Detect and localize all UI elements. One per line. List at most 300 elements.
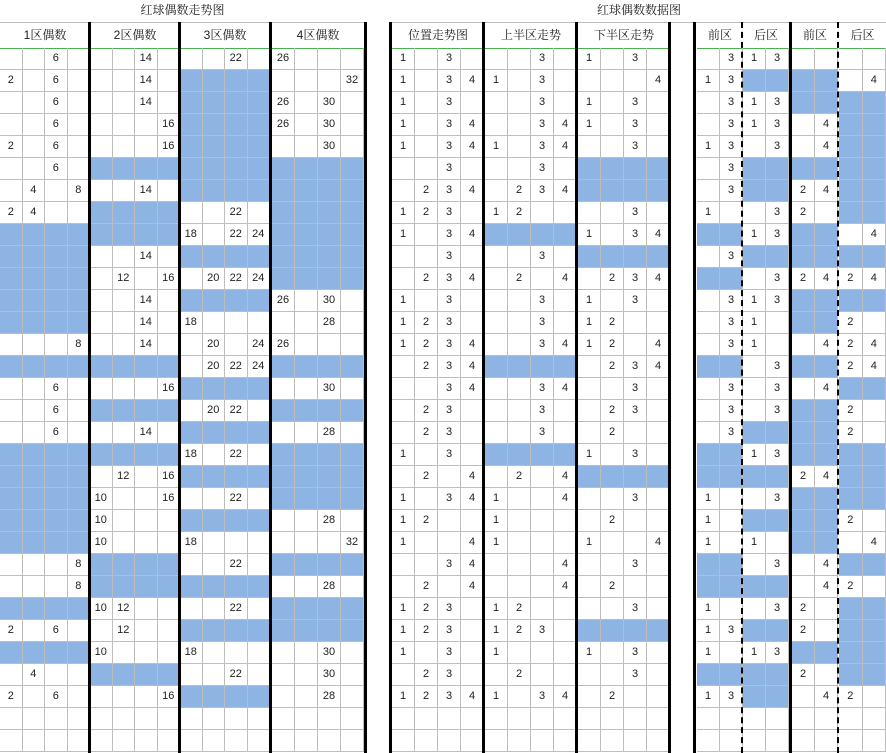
cell-z2-r5-c2 (113, 136, 136, 158)
cell-b2-r12-c2 (863, 290, 886, 312)
cell-b1-r27-c2 (766, 620, 789, 642)
zone-header-1: 1区偶数 (0, 22, 90, 49)
cell-up-r23-c4 (554, 532, 577, 554)
cell-up-r13-c2 (508, 312, 531, 334)
cell-up-r18-c2 (508, 422, 531, 444)
cell-f1-r16-c2: 3 (720, 378, 743, 400)
cell-z2-r23-c4 (158, 532, 181, 554)
cell-z2-r29-c1 (90, 664, 113, 686)
cell-dn-r28-c1: 1 (578, 642, 601, 664)
cell-f2-r25-c2: 4 (815, 576, 838, 598)
cell-dn-r10-c4 (647, 246, 670, 268)
cell-pos-r17-c3: 3 (438, 400, 461, 422)
cell-z3-r14-c2: 20 (203, 334, 226, 356)
cell-z1-r2-c1: 2 (0, 70, 23, 92)
cell-z4-r11-c4 (341, 268, 364, 290)
cell-dn-r27-c2 (601, 620, 624, 642)
cell-z4-r16-c4 (341, 378, 364, 400)
cell-b2-r13-c1: 2 (839, 312, 863, 334)
cell-z1-r32-c4 (68, 730, 91, 752)
cell-pos-r9-c3: 3 (438, 224, 461, 246)
cell-b1-r30-c1 (743, 686, 766, 708)
cell-z1-r26-c1 (0, 598, 23, 620)
cell-z3-r24-c4 (248, 554, 271, 576)
cell-z2-r15-c2 (113, 356, 136, 378)
cell-z3-r30-c1 (180, 686, 203, 708)
cell-up-r4-c2 (508, 114, 531, 136)
cell-pos-r17-c2: 2 (415, 400, 438, 422)
data-header-1: 位置走势图 (392, 22, 484, 49)
cell-z4-r9-c3 (318, 224, 341, 246)
cell-up-r1-c1 (485, 48, 508, 70)
group-separator-7 (575, 22, 578, 753)
cell-pos-r11-c4: 4 (461, 268, 484, 290)
cell-f1-r11-c1 (697, 268, 720, 290)
cell-up-r22-c2 (508, 510, 531, 532)
cell-dn-r26-c2 (601, 598, 624, 620)
cell-up-r32-c1 (485, 730, 508, 752)
cell-b2-r7-c2 (863, 180, 886, 202)
cell-dn-r14-c4: 4 (647, 334, 670, 356)
cell-f2-r13-c2 (815, 312, 838, 334)
cell-z1-r10-c2 (23, 246, 46, 268)
cell-z4-r24-c4 (341, 554, 364, 576)
cell-z3-r2-c1 (180, 70, 203, 92)
cell-f1-r12-c2: 3 (720, 290, 743, 312)
cell-dn-r30-c2: 2 (601, 686, 624, 708)
cell-z2-r6-c1 (90, 158, 113, 180)
cell-pos-r24-c4: 4 (461, 554, 484, 576)
cell-z4-r2-c3 (318, 70, 341, 92)
cell-b1-r20-c2 (766, 466, 789, 488)
cell-z3-r20-c3 (225, 466, 248, 488)
cell-pos-r24-c2 (415, 554, 438, 576)
cell-z4-r23-c2 (295, 532, 318, 554)
cell-up-r9-c3 (531, 224, 554, 246)
cell-up-r10-c4 (554, 246, 577, 268)
cell-z4-r4-c4 (341, 114, 364, 136)
cell-z4-r31-c2 (295, 708, 318, 730)
cell-dn-r16-c3: 3 (624, 378, 647, 400)
cell-z2-r21-c4: 16 (158, 488, 181, 510)
cell-z3-r3-c4 (248, 92, 271, 114)
cell-dn-r20-c3 (624, 466, 647, 488)
cell-b2-r1-c2 (863, 48, 886, 70)
cell-b2-r30-c2 (863, 686, 886, 708)
cell-z4-r1-c1: 26 (272, 48, 295, 70)
cell-f2-r27-c2 (815, 620, 838, 642)
cell-b2-r6-c1 (839, 158, 863, 180)
cell-pos-r19-c3: 3 (438, 444, 461, 466)
cell-f2-r7-c2: 4 (815, 180, 838, 202)
cell-z4-r14-c2 (295, 334, 318, 356)
cell-z2-r11-c1 (90, 268, 113, 290)
cell-up-r12-c1 (485, 290, 508, 312)
cell-dn-r13-c3 (624, 312, 647, 334)
cell-pos-r24-c1 (392, 554, 415, 576)
cell-z3-r17-c4 (248, 400, 271, 422)
cell-z2-r24-c4 (158, 554, 181, 576)
cell-z1-r16-c2 (23, 378, 46, 400)
cell-pos-r23-c2 (415, 532, 438, 554)
cell-pos-r23-c3 (438, 532, 461, 554)
cell-dn-r22-c4 (647, 510, 670, 532)
cell-pos-r2-c3: 3 (438, 70, 461, 92)
cell-b2-r21-c2 (863, 488, 886, 510)
cell-dn-r19-c4 (647, 444, 670, 466)
cell-b1-r17-c2: 3 (766, 400, 789, 422)
cell-z4-r30-c3: 28 (318, 686, 341, 708)
cell-z4-r26-c2 (295, 598, 318, 620)
cell-f1-r32-c2 (720, 730, 743, 752)
cell-z2-r5-c1 (90, 136, 113, 158)
cell-f2-r31-c1 (792, 708, 815, 730)
cell-z4-r4-c3: 30 (318, 114, 341, 136)
cell-dn-r23-c2 (601, 532, 624, 554)
cell-z1-r12-c3 (45, 290, 68, 312)
cell-z1-r16-c1 (0, 378, 23, 400)
cell-pos-r12-c1: 1 (392, 290, 415, 312)
cell-up-r19-c3 (531, 444, 554, 466)
cell-z2-r22-c1: 10 (90, 510, 113, 532)
cell-f2-r23-c2 (815, 532, 838, 554)
cell-z2-r9-c3 (135, 224, 158, 246)
data-header-6: 前区 (792, 22, 838, 49)
right-title: 红球偶数数据图 (392, 0, 886, 23)
cell-up-r29-c2: 2 (508, 664, 531, 686)
cell-up-r19-c4 (554, 444, 577, 466)
cell-f1-r25-c2 (720, 576, 743, 598)
cell-dn-r31-c1 (578, 708, 601, 730)
cell-b1-r12-c1: 1 (743, 290, 766, 312)
cell-z1-r24-c3 (45, 554, 68, 576)
data-header-7: 后区 (839, 22, 886, 49)
cell-z2-r1-c4 (158, 48, 181, 70)
cell-up-r16-c2 (508, 378, 531, 400)
cell-dn-r5-c1 (578, 136, 601, 158)
cell-z4-r19-c2 (295, 444, 318, 466)
cell-f2-r14-c2: 4 (815, 334, 838, 356)
cell-f2-r13-c1 (792, 312, 815, 334)
cell-pos-r9-c2 (415, 224, 438, 246)
cell-z1-r26-c3 (45, 598, 68, 620)
cell-z2-r15-c1 (90, 356, 113, 378)
cell-z1-r19-c1 (0, 444, 23, 466)
cell-up-r27-c1: 1 (485, 620, 508, 642)
cell-z3-r31-c4 (248, 708, 271, 730)
cell-z1-r10-c3 (45, 246, 68, 268)
zone-header-2: 2区偶数 (90, 22, 180, 49)
cell-pos-r4-c1: 1 (392, 114, 415, 136)
cell-z1-r12-c4 (68, 290, 91, 312)
cell-dn-r18-c2: 2 (601, 422, 624, 444)
cell-b2-r11-c2: 4 (863, 268, 886, 290)
group-separator-3 (269, 22, 272, 753)
cell-b2-r31-c1 (839, 708, 863, 730)
cell-up-r22-c1: 1 (485, 510, 508, 532)
cell-z3-r2-c3 (225, 70, 248, 92)
cell-z2-r31-c4 (158, 708, 181, 730)
cell-dn-r29-c3: 3 (624, 664, 647, 686)
cell-z2-r16-c4: 16 (158, 378, 181, 400)
cell-f2-r23-c1 (792, 532, 815, 554)
cell-z4-r30-c2 (295, 686, 318, 708)
cell-up-r1-c4 (554, 48, 577, 70)
cell-f1-r2-c2: 3 (720, 70, 743, 92)
cell-up-r1-c3: 3 (531, 48, 554, 70)
cell-z1-r25-c4: 8 (68, 576, 91, 598)
cell-up-r20-c1 (485, 466, 508, 488)
cell-b1-r11-c1 (743, 268, 766, 290)
cell-pos-r14-c4: 4 (461, 334, 484, 356)
cell-up-r15-c3 (531, 356, 554, 378)
cell-f1-r15-c2 (720, 356, 743, 378)
cell-pos-r30-c2: 2 (415, 686, 438, 708)
cell-z1-r28-c4 (68, 642, 91, 664)
cell-pos-r19-c4 (461, 444, 484, 466)
cell-b1-r21-c2: 3 (766, 488, 789, 510)
cell-f2-r32-c1 (792, 730, 815, 752)
cell-z2-r29-c3 (135, 664, 158, 686)
cell-dn-r2-c2 (601, 70, 624, 92)
cell-b2-r22-c2 (863, 510, 886, 532)
cell-z3-r14-c1 (180, 334, 203, 356)
cell-dn-r32-c1 (578, 730, 601, 752)
cell-z3-r15-c4: 24 (248, 356, 271, 378)
cell-b2-r6-c2 (863, 158, 886, 180)
cell-z2-r10-c2 (113, 246, 136, 268)
cell-dn-r17-c1 (578, 400, 601, 422)
cell-pos-r16-c4: 4 (461, 378, 484, 400)
cell-z2-r29-c4 (158, 664, 181, 686)
cell-b2-r31-c2 (863, 708, 886, 730)
cell-z4-r6-c3 (318, 158, 341, 180)
cell-z3-r23-c4 (248, 532, 271, 554)
cell-b2-r30-c1: 2 (839, 686, 863, 708)
cell-dn-r14-c3 (624, 334, 647, 356)
cell-z4-r18-c2 (295, 422, 318, 444)
cell-z2-r21-c3 (135, 488, 158, 510)
cell-f2-r15-c2 (815, 356, 838, 378)
cell-dn-r19-c3: 3 (624, 444, 647, 466)
cell-z3-r23-c3 (225, 532, 248, 554)
cell-z1-r4-c3: 6 (45, 114, 68, 136)
cell-z1-r2-c2 (23, 70, 46, 92)
cell-b2-r13-c2 (863, 312, 886, 334)
cell-b1-r15-c2: 3 (766, 356, 789, 378)
cell-f1-r10-c2: 3 (720, 246, 743, 268)
cell-z4-r29-c2 (295, 664, 318, 686)
cell-z1-r29-c2: 4 (23, 664, 46, 686)
cell-b1-r26-c1 (743, 598, 766, 620)
cell-z2-r19-c4 (158, 444, 181, 466)
cell-z2-r21-c1: 10 (90, 488, 113, 510)
cell-up-r9-c2 (508, 224, 531, 246)
cell-f1-r5-c2: 3 (720, 136, 743, 158)
cell-pos-r11-c1 (392, 268, 415, 290)
cell-up-r31-c2 (508, 708, 531, 730)
cell-z2-r3-c4 (158, 92, 181, 114)
cell-z4-r7-c2 (295, 180, 318, 202)
cell-b1-r29-c1 (743, 664, 766, 686)
cell-f1-r30-c2: 3 (720, 686, 743, 708)
cell-z3-r24-c3: 22 (225, 554, 248, 576)
cell-z1-r20-c1 (0, 466, 23, 488)
group-separator-4 (364, 22, 367, 753)
cell-f2-r5-c1 (792, 136, 815, 158)
cell-f1-r28-c1: 1 (697, 642, 720, 664)
cell-pos-r14-c2: 2 (415, 334, 438, 356)
cell-f2-r26-c2 (815, 598, 838, 620)
cell-f2-r31-c2 (815, 708, 838, 730)
cell-pos-r20-c1 (392, 466, 415, 488)
cell-b2-r2-c1 (839, 70, 863, 92)
cell-up-r10-c1 (485, 246, 508, 268)
cell-f2-r5-c2: 4 (815, 136, 838, 158)
cell-up-r10-c2 (508, 246, 531, 268)
cell-z1-r9-c3 (45, 224, 68, 246)
cell-z4-r19-c1 (272, 444, 295, 466)
cell-z3-r10-c1 (180, 246, 203, 268)
cell-b2-r14-c1: 2 (839, 334, 863, 356)
cell-up-r3-c2 (508, 92, 531, 114)
cell-f1-r2-c1: 1 (697, 70, 720, 92)
group-separator-9 (693, 22, 696, 753)
cell-f1-r8-c1: 1 (697, 202, 720, 224)
cell-dn-r23-c4: 4 (647, 532, 670, 554)
group-separator-2 (178, 22, 181, 753)
cell-dn-r6-c1 (578, 158, 601, 180)
cell-z4-r11-c2 (295, 268, 318, 290)
cell-z2-r2-c3: 14 (135, 70, 158, 92)
cell-z2-r24-c1 (90, 554, 113, 576)
cell-z4-r14-c4 (341, 334, 364, 356)
cell-z2-r27-c4 (158, 620, 181, 642)
cell-b1-r16-c1 (743, 378, 766, 400)
cell-z3-r5-c3 (225, 136, 248, 158)
cell-z2-r27-c3 (135, 620, 158, 642)
cell-z1-r25-c3 (45, 576, 68, 598)
cell-f2-r12-c1 (792, 290, 815, 312)
cell-z4-r24-c3 (318, 554, 341, 576)
group-separator-8 (668, 22, 671, 753)
cell-z4-r27-c2 (295, 620, 318, 642)
cell-pos-r8-c1: 1 (392, 202, 415, 224)
cell-z4-r23-c1 (272, 532, 295, 554)
cell-z3-r7-c2 (203, 180, 226, 202)
cell-z2-r28-c1: 10 (90, 642, 113, 664)
cell-z1-r15-c4 (68, 356, 91, 378)
cell-z4-r5-c3: 30 (318, 136, 341, 158)
cell-dn-r14-c1: 1 (578, 334, 601, 356)
cell-b2-r29-c2 (863, 664, 886, 686)
cell-z4-r3-c1: 26 (272, 92, 295, 114)
cell-z3-r1-c4 (248, 48, 271, 70)
cell-pos-r6-c2 (415, 158, 438, 180)
cell-f1-r5-c1: 1 (697, 136, 720, 158)
cell-z2-r13-c1 (90, 312, 113, 334)
cell-z1-r3-c1 (0, 92, 23, 114)
cell-z3-r12-c3 (225, 290, 248, 312)
cell-z4-r10-c1 (272, 246, 295, 268)
cell-b1-r6-c1 (743, 158, 766, 180)
cell-pos-r25-c1 (392, 576, 415, 598)
cell-z3-r10-c2 (203, 246, 226, 268)
cell-z3-r3-c2 (203, 92, 226, 114)
cell-up-r13-c3: 3 (531, 312, 554, 334)
cell-dn-r3-c4 (647, 92, 670, 114)
cell-z1-r1-c1 (0, 48, 23, 70)
cell-z3-r8-c2 (203, 202, 226, 224)
cell-up-r26-c3 (531, 598, 554, 620)
cell-z1-r22-c1 (0, 510, 23, 532)
cell-z3-r15-c2: 20 (203, 356, 226, 378)
cell-z3-r11-c1 (180, 268, 203, 290)
cell-z3-r29-c4 (248, 664, 271, 686)
cell-z4-r12-c4 (341, 290, 364, 312)
cell-z1-r28-c1 (0, 642, 23, 664)
cell-pos-r3-c4 (461, 92, 484, 114)
cell-z2-r16-c3 (135, 378, 158, 400)
cell-z3-r8-c1 (180, 202, 203, 224)
cell-f1-r22-c2 (720, 510, 743, 532)
cell-z4-r22-c1 (272, 510, 295, 532)
cell-up-r5-c3: 3 (531, 136, 554, 158)
cell-b2-r19-c1 (839, 444, 863, 466)
cell-z1-r14-c1 (0, 334, 23, 356)
cell-pos-r28-c2 (415, 642, 438, 664)
cell-z2-r24-c3 (135, 554, 158, 576)
cell-z2-r20-c4: 16 (158, 466, 181, 488)
cell-f1-r29-c2 (720, 664, 743, 686)
cell-z3-r9-c2 (203, 224, 226, 246)
cell-z3-r26-c4 (248, 598, 271, 620)
cell-z1-r31-c2 (23, 708, 46, 730)
cell-b1-r25-c1 (743, 576, 766, 598)
cell-dn-r21-c2 (601, 488, 624, 510)
cell-dn-r9-c1: 1 (578, 224, 601, 246)
cell-z4-r11-c1 (272, 268, 295, 290)
cell-pos-r29-c1 (392, 664, 415, 686)
cell-f1-r15-c1 (697, 356, 720, 378)
cell-z2-r19-c3 (135, 444, 158, 466)
cell-z2-r8-c4 (158, 202, 181, 224)
cell-z1-r26-c2 (23, 598, 46, 620)
cell-b2-r11-c1: 2 (839, 268, 863, 290)
cell-dn-r23-c1: 1 (578, 532, 601, 554)
cell-up-r6-c4 (554, 158, 577, 180)
cell-z3-r22-c3 (225, 510, 248, 532)
cell-up-r27-c3: 3 (531, 620, 554, 642)
cell-f1-r10-c1 (697, 246, 720, 268)
cell-dn-r5-c3: 3 (624, 136, 647, 158)
cell-z3-r26-c3: 22 (225, 598, 248, 620)
cell-b1-r22-c2 (766, 510, 789, 532)
cell-z1-r2-c3: 6 (45, 70, 68, 92)
cell-z1-r26-c4 (68, 598, 91, 620)
cell-up-r31-c3 (531, 708, 554, 730)
cell-z1-r15-c1 (0, 356, 23, 378)
cell-z2-r2-c2 (113, 70, 136, 92)
cell-z3-r25-c2 (203, 576, 226, 598)
cell-z2-r4-c3 (135, 114, 158, 136)
cell-z4-r28-c4 (341, 642, 364, 664)
cell-b1-r32-c1 (743, 730, 766, 752)
cell-z4-r32-c1 (272, 730, 295, 752)
cell-up-r1-c2 (508, 48, 531, 70)
cell-z1-r4-c4 (68, 114, 91, 136)
cell-dn-r18-c3 (624, 422, 647, 444)
